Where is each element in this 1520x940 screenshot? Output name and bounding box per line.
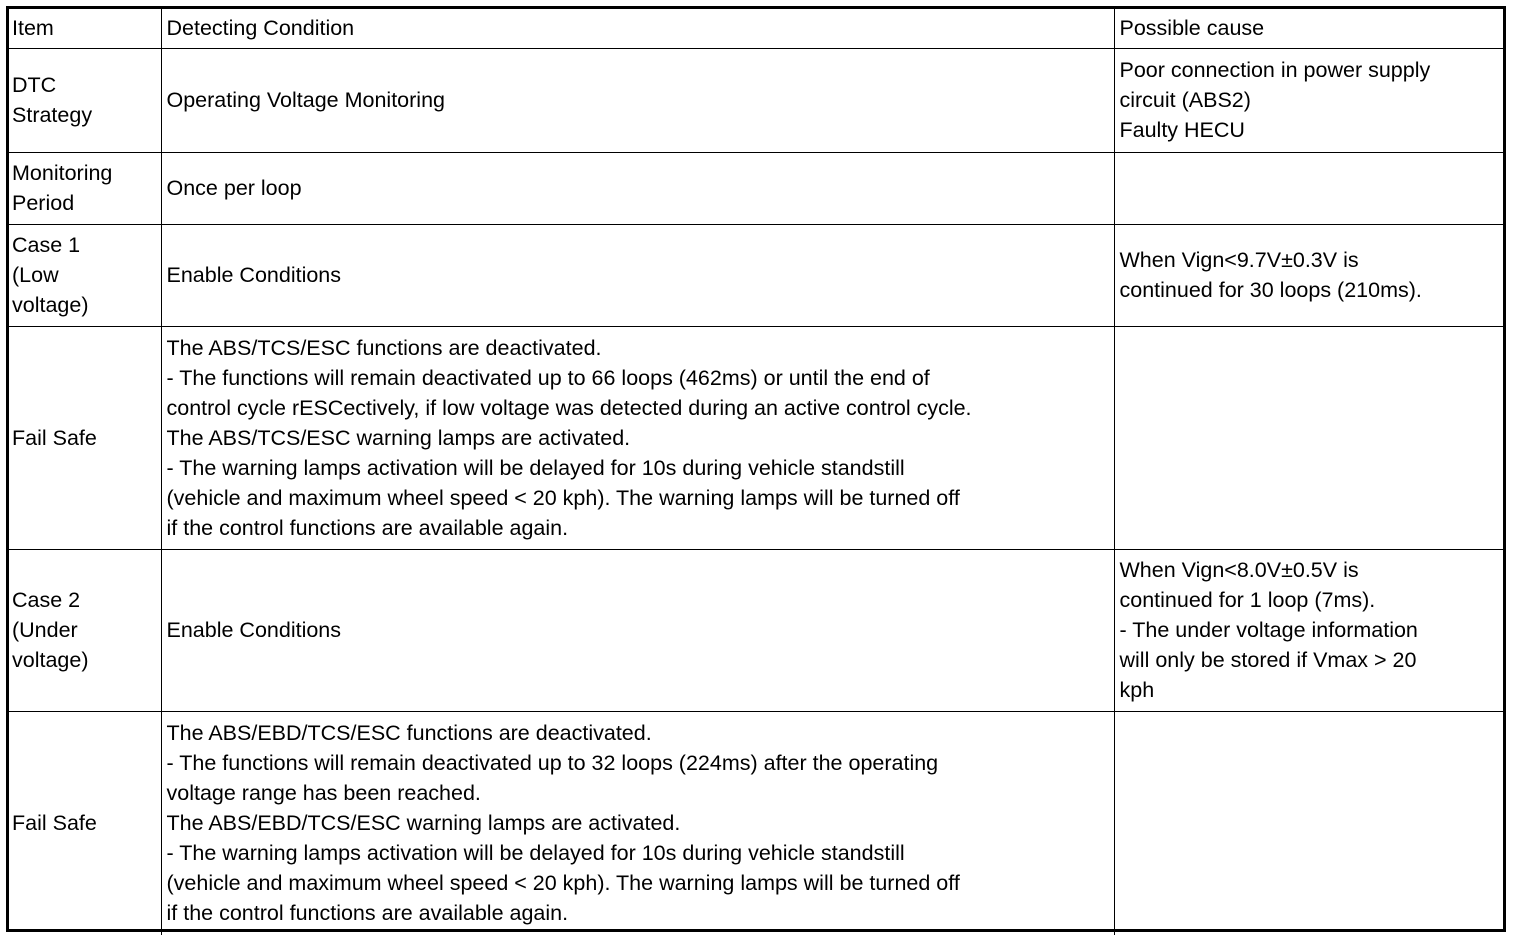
table-row-fail-safe-2: [9, 711, 1503, 935]
cell-condition: Once per loop: [161, 152, 1114, 224]
cell-cause: When Vign<8.0V±0.5V is continued for 1 loop (7ms). - The under voltage information will only be stored if Vmax > 20 kph: [1114, 549, 1503, 711]
dtc-table-frame: [6, 6, 1506, 932]
cell-condition: Operating Voltage Monitoring: [161, 48, 1114, 152]
table-row-case-2: [9, 549, 1503, 711]
cell-cause: Poor connection in power supply circuit (ABS2) Faulty HECU: [1114, 48, 1503, 152]
cell-condition: The ABS/EBD/TCS/ESC functions are deactivated. - The functions will remain deactivated up to 32 loops (224ms) after the operating voltage range has been reached. The ABS/EBD/TCS/ESC warning lamps are activated. - The warning lamps activation will be delayed for 10s during vehicle standstill (vehicle and maximum wheel speed < 20 kph). The warning lamps will be turned off if the control functions are available again.: [161, 711, 1114, 935]
cell-condition: Enable Conditions: [161, 224, 1114, 326]
table-row-fail-safe-1: [9, 326, 1503, 549]
cell-item: DTC Strategy: [9, 48, 161, 152]
cell-condition: Enable Conditions: [161, 549, 1114, 711]
cell-item: Case 1 (Low voltage): [9, 224, 161, 326]
cell-condition: The ABS/TCS/ESC functions are deactivated. - The functions will remain deactivated up to 66 loops (462ms) or until the end of control cycle rESCectively, if low voltage was detected during an active control cycle. The ABS/TCS/ESC warning lamps are activated. - The warning lamps activation will be delayed for 10s during vehicle standstill (vehicle and maximum wheel speed < 20 kph). The warning lamps will be turned off if the control functions are available again.: [161, 326, 1114, 549]
cell-cause: [1114, 326, 1503, 549]
dtc-table: [9, 9, 1503, 935]
header-possible-cause: Possible cause: [1114, 9, 1503, 48]
header-item: Item: [9, 9, 161, 48]
cell-cause: When Vign<9.7V±0.3V is continued for 30 loops (210ms).: [1114, 224, 1503, 326]
table-row-monitoring-period: [9, 152, 1503, 224]
table-row-dtc-strategy: [9, 48, 1503, 152]
cell-item: Fail Safe: [9, 326, 161, 549]
table-row-case-1: [9, 224, 1503, 326]
cell-item: Monitoring Period: [9, 152, 161, 224]
table-header-row: [9, 9, 1503, 48]
cell-cause: [1114, 152, 1503, 224]
cell-cause: [1114, 711, 1503, 935]
cell-item: Case 2 (Under voltage): [9, 549, 161, 711]
header-detecting-condition: Detecting Condition: [161, 9, 1114, 48]
cell-item: Fail Safe: [9, 711, 161, 935]
